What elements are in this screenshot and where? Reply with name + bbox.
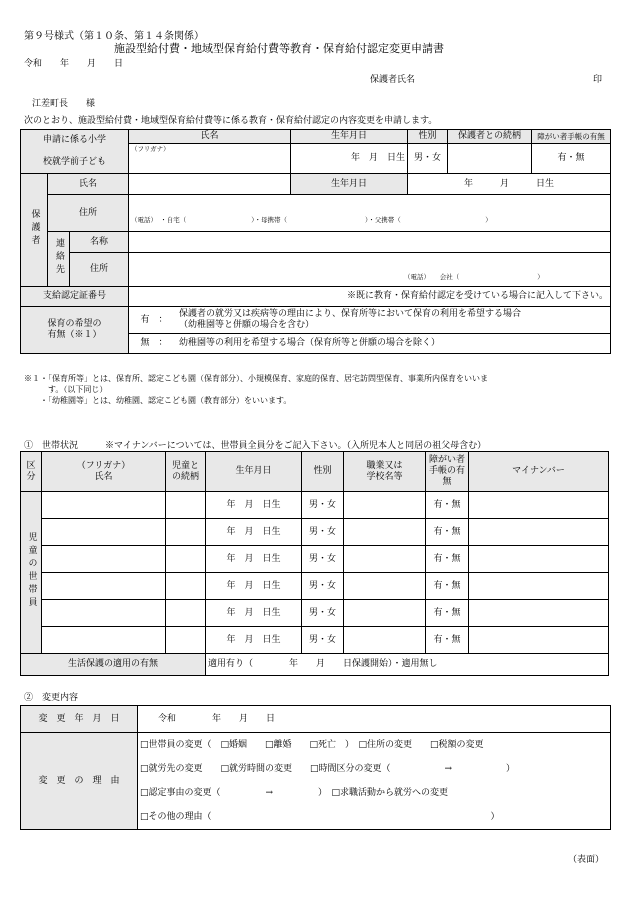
col-disability: 障がい者手帳の有無 xyxy=(426,452,469,492)
member-disability[interactable]: 有・無 xyxy=(426,600,469,627)
seal-mark: 印 xyxy=(593,75,603,85)
member-job[interactable] xyxy=(344,546,426,573)
member-gender[interactable]: 男・女 xyxy=(302,546,344,573)
member-disability[interactable]: 有・無 xyxy=(426,492,469,519)
member-gender[interactable]: 男・女 xyxy=(302,519,344,546)
contact-name-field[interactable] xyxy=(129,232,611,253)
change-reason-label: 変 更 の 理 由 xyxy=(21,733,138,830)
change-date-label: 変 更 年 月 日 xyxy=(21,706,138,733)
page-side-label: （表面） xyxy=(568,855,605,865)
member-relation[interactable] xyxy=(166,573,206,600)
col-kubun: 区分 xyxy=(21,452,42,492)
table-row xyxy=(21,492,609,519)
member-disability[interactable]: 有・無 xyxy=(426,573,469,600)
member-birth[interactable]: 年 月 日生 xyxy=(206,546,302,573)
contact-address-label: 住所 xyxy=(70,253,129,287)
contact-phone[interactable]: （電話） 会社（ ） xyxy=(129,270,611,287)
col-relation: 児童との続柄 xyxy=(166,452,206,492)
hope-yes-label: 有 ： xyxy=(140,314,168,325)
member-name[interactable] xyxy=(42,519,166,546)
guardian-address-label: 住所 xyxy=(48,195,129,232)
col-gender: 性別 xyxy=(408,130,448,144)
reason-line[interactable]: □認定事由の変更（ → ） □求職活動から就労への変更 xyxy=(140,788,449,798)
welfare-value[interactable]: 適用有り（ 年 月 日保護開始）・適用無し xyxy=(206,654,609,676)
change-heading: ② 変更内容 xyxy=(24,693,79,703)
col-birth: 生年月日 xyxy=(291,130,408,144)
table-row xyxy=(21,546,609,573)
member-disability[interactable]: 有・無 xyxy=(426,546,469,573)
member-disability[interactable]: 有・無 xyxy=(426,627,469,654)
contact-address-field[interactable] xyxy=(129,253,611,270)
guardian-name-field[interactable] xyxy=(129,174,291,195)
household-side-label: 児童の世帯員 xyxy=(21,492,42,654)
guardian-birth-label: 生年月日 xyxy=(291,174,408,195)
member-name[interactable] xyxy=(42,600,166,627)
hope-label: 保育の希望の 有無（※１） xyxy=(21,307,129,354)
member-birth[interactable]: 年 月 日生 xyxy=(206,519,302,546)
col-disability: 障がい者手帳の有無 xyxy=(532,130,611,144)
table-row xyxy=(21,573,609,600)
reason-line[interactable]: □就労先の変更 □就労時間の変更 □時間区分の変更（ → ） xyxy=(140,764,516,774)
member-job[interactable] xyxy=(344,519,426,546)
member-relation[interactable] xyxy=(166,492,206,519)
member-mynumber[interactable] xyxy=(469,492,609,519)
change-reason-options xyxy=(138,733,611,830)
member-name[interactable] xyxy=(42,546,166,573)
addressee: 江差町長 様 xyxy=(32,99,96,109)
member-relation[interactable] xyxy=(166,627,206,654)
member-job[interactable] xyxy=(344,492,426,519)
col-job: 職業又は 学校名等 xyxy=(344,452,426,492)
member-birth[interactable]: 年 月 日生 xyxy=(206,627,302,654)
member-job[interactable] xyxy=(344,627,426,654)
date-line: 令和 年 月 日 xyxy=(24,59,124,69)
child-label: 申請に係る小学 校就学前子ども xyxy=(21,130,129,174)
guardian-address-field[interactable]: （電話） ・自宅（ ）・母携帯（ ）・父携帯（ ） xyxy=(129,195,611,232)
col-name: 氏名 xyxy=(129,130,291,144)
footnotes xyxy=(24,373,488,406)
form-title: 施設型給付費・地域型保育給付費等教育・保育給付認定変更申請書 xyxy=(114,42,444,55)
member-mynumber[interactable] xyxy=(469,600,609,627)
col-relation: 保護者との続柄 xyxy=(448,130,532,144)
member-name[interactable] xyxy=(42,492,166,519)
member-gender[interactable]: 男・女 xyxy=(302,492,344,519)
form-number: 第９号様式（第１０条、第１４条関係） xyxy=(24,31,204,42)
footnote-line: す。（以下同じ） xyxy=(24,385,108,394)
contact-side-label: 連絡先 xyxy=(48,232,70,287)
member-job[interactable] xyxy=(344,600,426,627)
hope-no-label: 無 ： xyxy=(140,338,168,348)
footnote-line: ※１・「保育所等」とは、保育所、認定こども園（保育部分）、小規模保育、家庭的保育、居宅訪問型保育、事業所内保育をいいま xyxy=(24,374,488,383)
member-mynumber[interactable] xyxy=(469,546,609,573)
member-birth[interactable]: 年 月 日生 xyxy=(206,573,302,600)
reason-line[interactable]: □世帯員の変更（ □婚姻 □離婚 □死亡 ） □住所の変更 □税額の変更 xyxy=(140,740,484,750)
table-row xyxy=(21,600,609,627)
household-heading: ① 世帯状況 ※マイナンバーについては、世帯員全員分をご記入下さい。（入所児本人と同居の祖父母含む） xyxy=(24,441,487,451)
guardian-side-label: 保護者 xyxy=(21,174,48,287)
child-name-field[interactable] xyxy=(129,156,291,174)
member-name[interactable] xyxy=(42,573,166,600)
child-disability[interactable]: 有・無 xyxy=(532,144,611,174)
member-birth[interactable]: 年 月 日生 xyxy=(206,492,302,519)
member-gender[interactable]: 男・女 xyxy=(302,627,344,654)
table-row xyxy=(21,519,609,546)
col-gender: 性別 xyxy=(302,452,344,492)
hope-no-text: 幼稚園等の利用を希望する場合（保育所等と併願の場合を除く） xyxy=(179,338,441,348)
member-mynumber[interactable] xyxy=(469,627,609,654)
member-relation[interactable] xyxy=(166,546,206,573)
col-mynumber: マイナンバー xyxy=(469,452,609,492)
reason-line[interactable]: □その他の理由（ ） xyxy=(140,812,500,822)
intro-text: 次のとおり、施設型給付費・地域型保育給付費等に係る教育・保育給付認定の内容変更を申請します。 xyxy=(24,116,438,126)
child-furigana[interactable]: （フリガナ） xyxy=(129,144,291,156)
child-birth[interactable]: 年 月 日生 xyxy=(291,144,408,174)
table-row xyxy=(21,627,609,654)
member-birth[interactable]: 年 月 日生 xyxy=(206,600,302,627)
cert-number-note[interactable]: ※既に教育・保育給付認定を受けている場合に記入して下さい。 xyxy=(129,287,611,307)
member-relation[interactable] xyxy=(166,519,206,546)
col-birth: 生年月日 xyxy=(206,452,302,492)
footnote-line: ・「幼稚園等」とは、幼稚園、認定こども園（教育部分）をいいます。 xyxy=(24,396,292,405)
child-gender[interactable]: 男・女 xyxy=(408,144,448,174)
contact-name-label: 名称 xyxy=(70,232,129,253)
guardian-name-label: 氏名 xyxy=(48,174,129,195)
hope-yes-row[interactable] xyxy=(129,307,611,334)
change-table xyxy=(20,705,611,830)
change-date-value[interactable]: 令和 年 月 日 xyxy=(138,706,611,733)
welfare-label: 生活保護の適用の有無 xyxy=(21,654,206,676)
member-name[interactable] xyxy=(42,627,166,654)
member-gender[interactable]: 男・女 xyxy=(302,573,344,600)
hope-no-row[interactable] xyxy=(129,334,611,354)
applicant-table xyxy=(20,129,611,354)
hope-yes-text: 保護者の就労又は疾病等の理由により、保育所等において保育の利用を希望する場合 （幼稚園等と併願の場合を含む） xyxy=(179,309,522,330)
member-gender[interactable]: 男・女 xyxy=(302,600,344,627)
household-table xyxy=(20,451,609,676)
member-mynumber[interactable] xyxy=(469,519,609,546)
child-relation[interactable] xyxy=(448,144,532,174)
member-job[interactable] xyxy=(344,573,426,600)
col-name: （フリガナ） 氏名 xyxy=(42,452,166,492)
member-relation[interactable] xyxy=(166,600,206,627)
member-disability[interactable]: 有・無 xyxy=(426,519,469,546)
cert-number-label: 支給認定証番号 xyxy=(21,287,129,307)
guardian-name-label: 保護者氏名 xyxy=(370,75,416,85)
guardian-birth-value[interactable]: 年 月 日生 xyxy=(408,174,611,195)
member-mynumber[interactable] xyxy=(469,573,609,600)
